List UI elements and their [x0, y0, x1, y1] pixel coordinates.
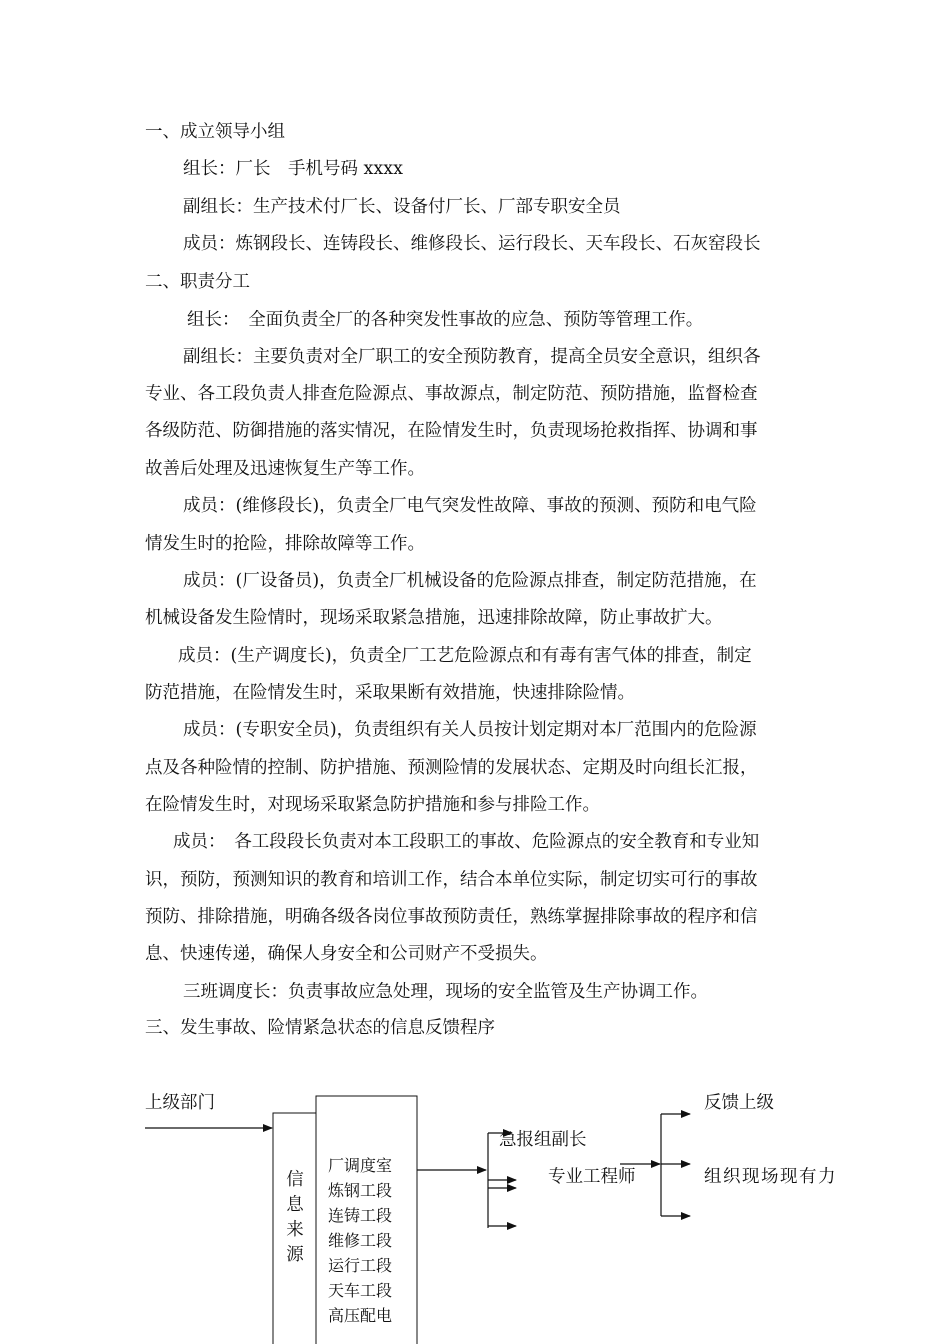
paragraph-line: 成员：炼钢段长、连铸段长、维修段长、运行段长、天车段长、石灰窑段长 [183, 234, 761, 254]
paragraph-line: 情发生时的抢险，排除故障等工作。 [145, 534, 425, 554]
unit-item: 天车工段 [328, 1281, 393, 1300]
paragraph-line: 成员：(专职安全员)，负责组织有关人员按计划定期对本厂范围内的危险源 [183, 720, 757, 740]
paragraph-line: 三班调度长：负责事故应急处理，现场的安全监管及生产协调工作。 [183, 982, 708, 1002]
info-source-char: 息 [286, 1195, 304, 1215]
paragraph-line: 预防、排除措施，明确各级各岗位事故预防责任，熟练掌握排除事故的程序和信 [145, 907, 758, 927]
unit-item: 高压配电 [328, 1306, 393, 1325]
organize-onsite-label: 组织现场现有力 [704, 1167, 837, 1187]
info-source-char: 源 [286, 1245, 304, 1265]
paragraph-line: 点及各种险情的控制、防护措施、预测险情的发展状态、定期及时向组长汇报， [145, 758, 758, 778]
info-source-char: 信 [286, 1170, 304, 1190]
unit-item: 炼钢工段 [328, 1181, 393, 1200]
engineer-label: 专业工程师 [548, 1167, 636, 1187]
paragraph-line: 息、快速传递，确保人身安全和公司财产不受损失。 [145, 944, 548, 964]
paragraph-line: 成员：(厂设备员)，负责全厂机械设备的危险源点排查，制定防范措施，在 [183, 571, 757, 591]
paragraph-line: 防范措施，在险情发生时，采取果断有效措施，快速排除险情。 [145, 683, 635, 703]
paragraph-line: 组长： 全面负责全厂的各种突发性事故的应急、预防等管理工作。 [187, 310, 704, 330]
paragraph-line: 成员：(生产调度长)，负责全厂工艺危险源点和有毒有害气体的排查，制定 [178, 646, 752, 666]
units-list [328, 1153, 392, 1328]
unit-item: 连铸工段 [328, 1206, 393, 1225]
section-heading: 三、发生事故、险情紧急状态的信息反馈程序 [145, 1018, 495, 1038]
paragraph-line: 成员： 各工段段长负责对本工段职工的事故、危险源点的安全教育和专业知 [173, 832, 760, 852]
paragraph-line: 副组长：主要负责对全厂职工的安全预防教育，提高全员安全意识，组织各 [183, 347, 761, 367]
paragraph-line: 在险情发生时，对现场采取紧急防护措施和参与排险工作。 [145, 795, 600, 815]
feedback-upper-label: 反馈上级 [704, 1093, 774, 1113]
paragraph-line: 副组长：生产技术付厂长、设备付厂长、厂部专职安全员 [183, 197, 621, 217]
paragraph-line: 专业、各工段负责人排查危险源点、事故源点，制定防范、预防措施，监督检查 [145, 384, 758, 404]
info-source-char: 来 [286, 1220, 304, 1240]
paragraph-line: 成员：(维修段长)，负责全厂电气突发性故障、事故的预测、预防和电气险 [183, 496, 757, 516]
paragraph-line: 各级防范、防御措施的落实情况，在险情发生时，负责现场抢救指挥、协调和事 [145, 421, 758, 441]
paragraph-line: 识，预防，预测知识的教育和培训工作，结合本单位实际，制定切实可行的事故 [145, 870, 758, 890]
report-vice-label: 急报组副长 [499, 1130, 587, 1150]
upper-dept-label: 上级部门 [145, 1093, 215, 1113]
info-source-label [285, 1168, 305, 1268]
section-heading: 二、职责分工 [145, 272, 250, 292]
paragraph-line: 组长：厂长 手机号码 xxxx [183, 159, 404, 179]
paragraph-line: 故善后处理及迅速恢复生产等工作。 [145, 459, 425, 479]
unit-item: 运行工段 [328, 1256, 393, 1275]
section-heading: 一、成立领导小组 [145, 122, 285, 142]
unit-item: 厂调度室 [328, 1156, 393, 1175]
unit-item: 维修工段 [328, 1231, 393, 1250]
paragraph-line: 机械设备发生险情时，现场采取紧急措施，迅速排除故障，防止事故扩大。 [145, 608, 723, 628]
